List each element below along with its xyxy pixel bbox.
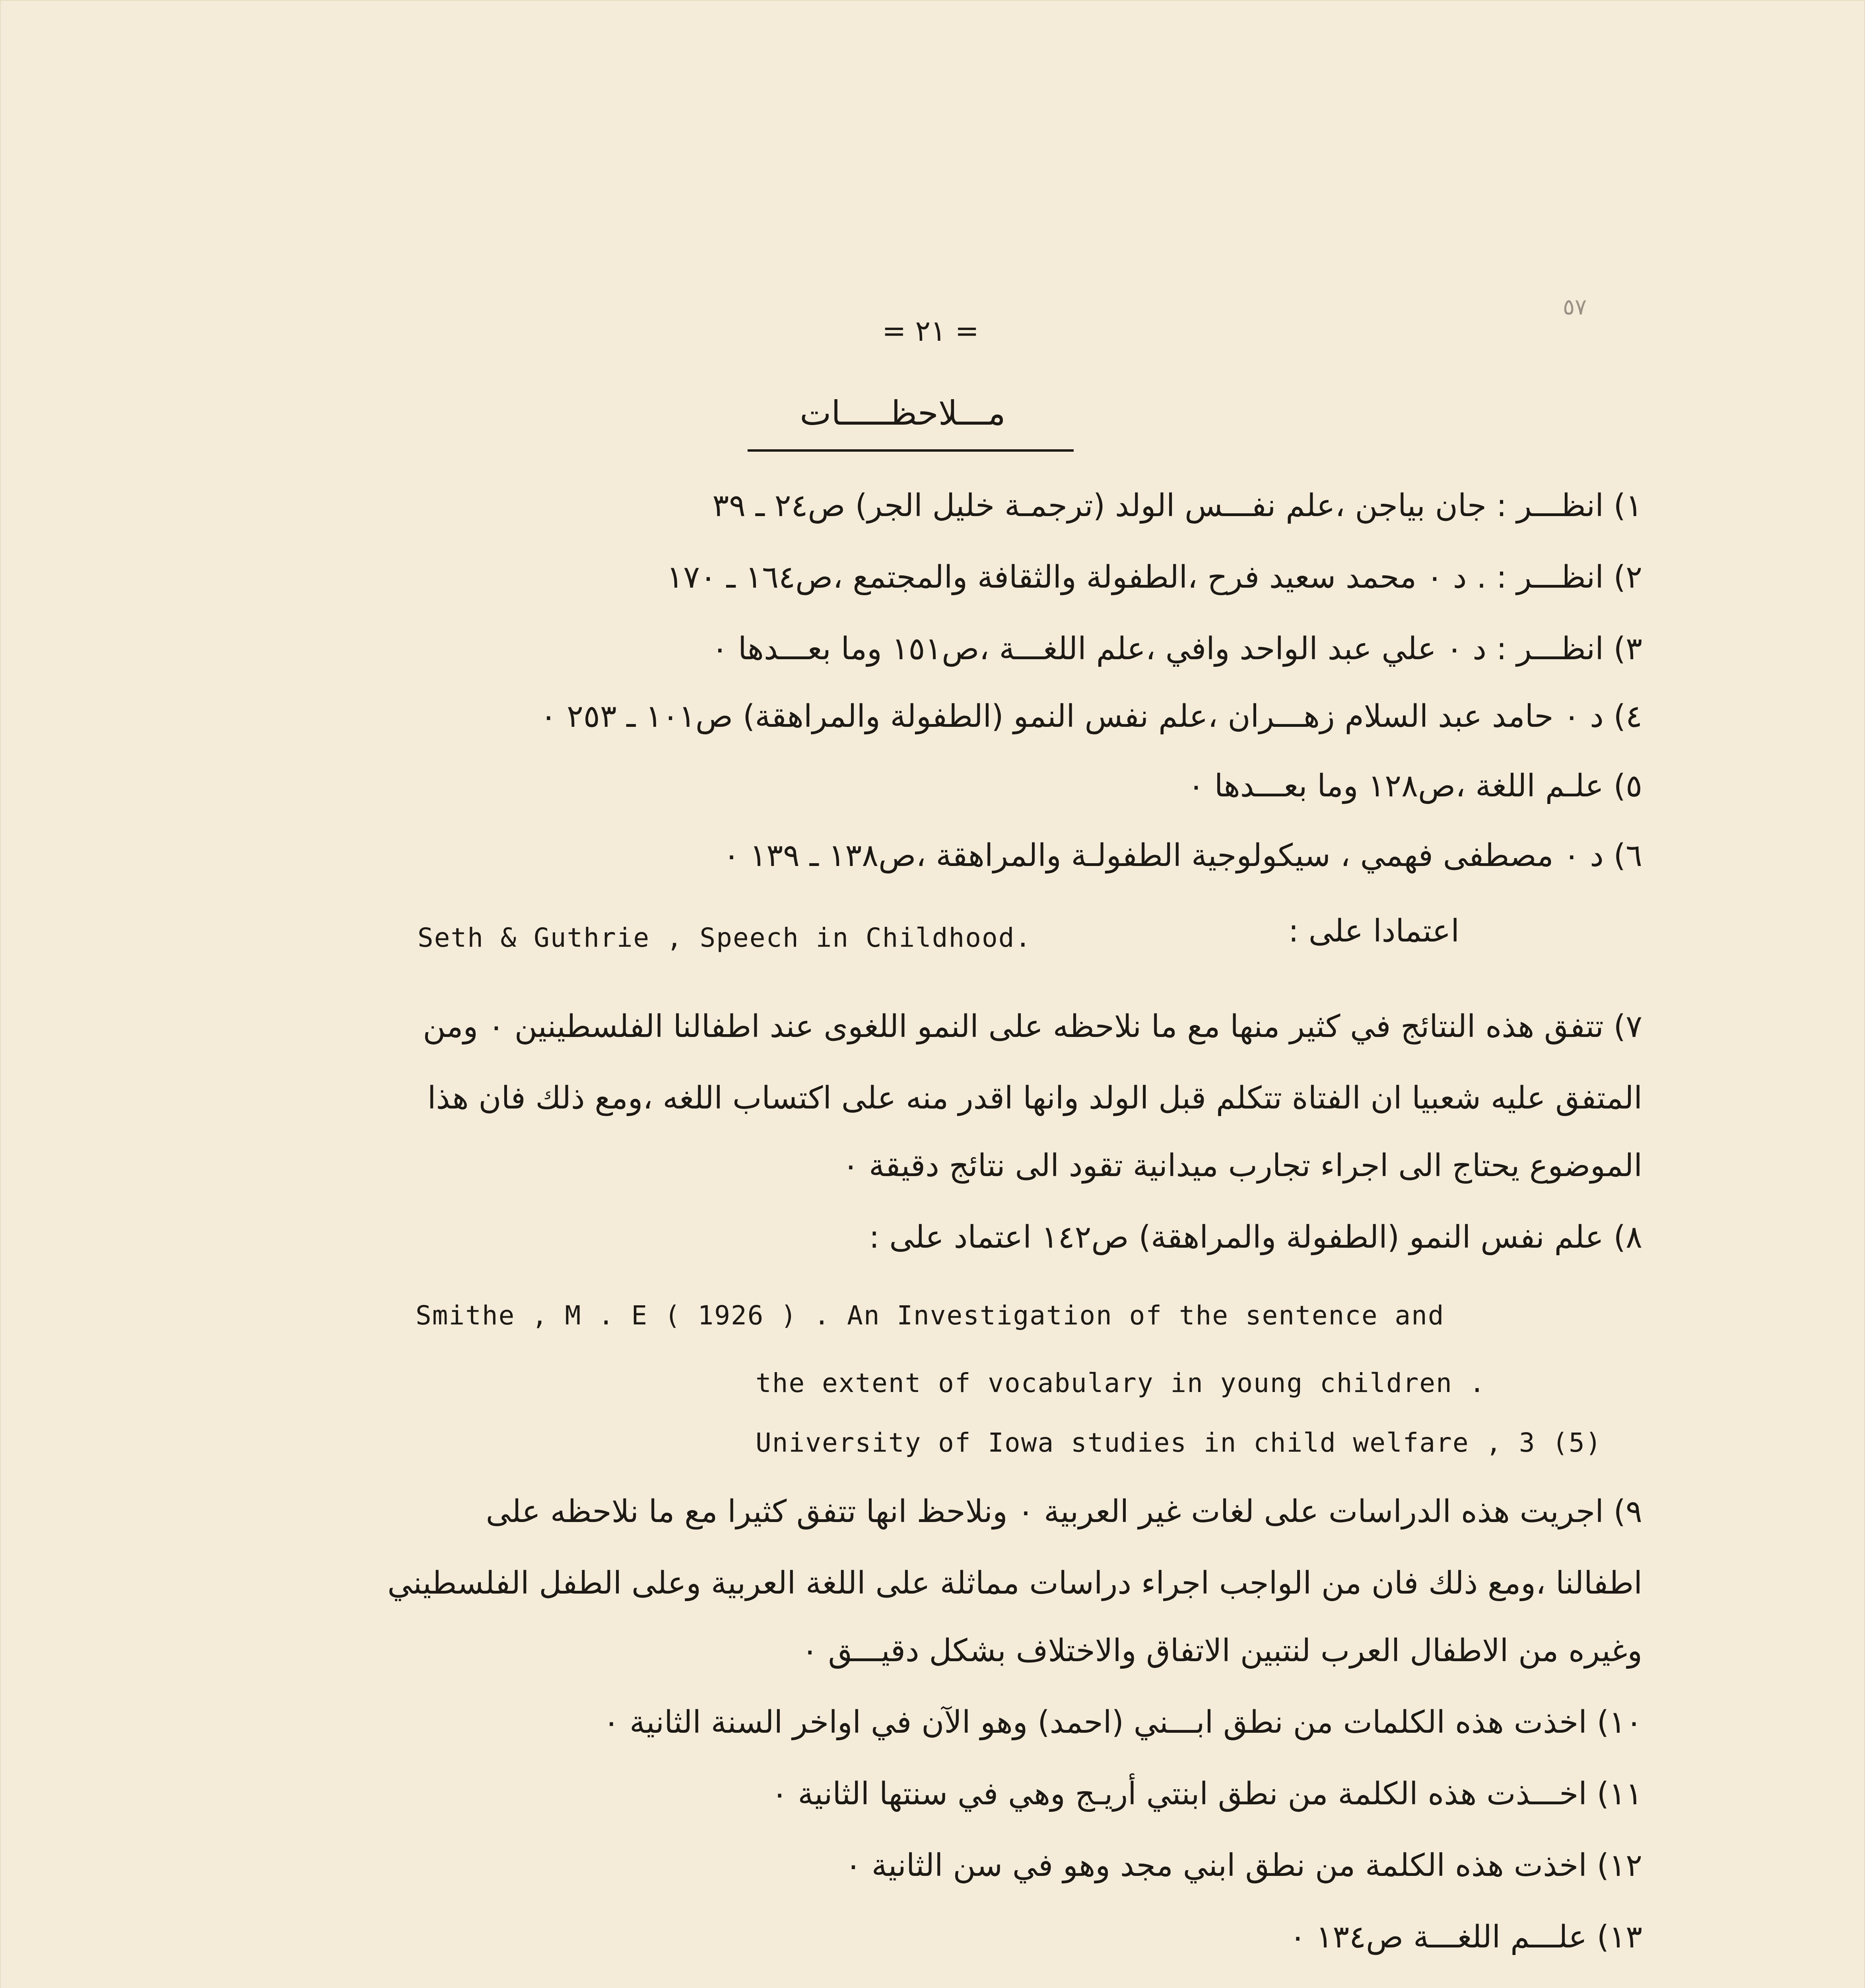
corner-mark: ٥٧ (1563, 294, 1587, 320)
note-6-ref: Seth & Guthrie , Speech in Childhood. (418, 922, 1032, 953)
note-9-line-1: ٩) اجريت هذه الدراسات على لغات غير العربية ٠ ونلاحظ انها تتفق كثيرا مع ما نلاحظه على (486, 1494, 1642, 1530)
note-6: ٦) د ٠ مصطفى فهمي ، سيكولوجية الطفولـة والمراهقة ،ص١٣٨ ـ ١٣٩ ٠ (723, 838, 1642, 874)
note-9-line-2: اطفالنا ،ومع ذلك فان من الواجب اجراء دراسات مماثلة على اللغة العربية وعلى الطفل الفلسطيني (387, 1565, 1642, 1601)
note-8-ref-2: the extent of vocabulary in young children . (756, 1368, 1486, 1398)
page-title: مـــلاحظـــــات (800, 394, 1006, 433)
note-1: ١) انظـــر : جان بياجن ،علم نفـــس الولد (ترجمـة خليل الجر) ص٢٤ ـ ٣٩ (712, 488, 1642, 524)
note-9-line-3: وغيره من الاطفال العرب لنتبين الاتفاق والاختلاف بشكل دقيـــق ٠ (801, 1633, 1642, 1669)
note-2: ٢) انظـــر : . د ٠ محمد سعيد فرح ،الطفولة والثقافة والمجتمع ،ص١٦٤ ـ ١٧٠ (666, 559, 1642, 595)
note-10: ١٠) اخذت هذه الكلمات من نطق ابـــني (احمد) وهو الآن في اواخر السنة الثانية ٠ (603, 1705, 1642, 1740)
note-13: ١٣) علـــم اللغـــة ص١٣٤ ٠ (1289, 1919, 1642, 1955)
note-3: ٣) انظـــر : د ٠ علي عبد الواحد وافي ،علم اللغـــة ،ص١٥١ وما بعـــدها ٠ (711, 631, 1642, 667)
note-4: ٤) د ٠ حامد عبد السلام زهـــران ،علم نفس النمو (الطفولة والمراهقة) ص١٠١ ـ ٢٥٣ ٠ (540, 699, 1642, 734)
note-11: ١١) اخـــذت هذه الكلمة من نطق ابنتي أريـج وهي في سنتها الثانية ٠ (771, 1776, 1642, 1812)
note-8: ٨) علم نفس النمو (الطفولة والمراهقة) ص١٤٢ اعتماد على : (869, 1219, 1642, 1255)
note-5: ٥) علـم اللغة ،ص١٢٨ وما بعـــدها ٠ (1188, 768, 1642, 804)
note-7-line-1: ٧) تتفق هذه النتائج في كثير منها مع ما نلاحظه على النمو اللغوى عند اطفالنا الفلسطينين ٠ ومن (423, 1009, 1642, 1044)
page-number: = ٢١ = (882, 314, 979, 348)
note-6-ref-label: اعتمادا على : (1288, 913, 1459, 949)
note-8-ref-1: Smithe , M . E ( 1926 ) . An Investigation of the sentence and (416, 1300, 1445, 1331)
note-7-line-2: المتفق عليه شعبيا ان الفتاة تتكلم قبل الولد وانها اقدر منه على اكتساب اللغه ،ومع ذلك فان هذا (427, 1080, 1642, 1116)
title-underline (748, 449, 1074, 452)
note-12: ١٢) اخذت هذه الكلمة من نطق ابني مجد وهو في سن الثانية ٠ (845, 1848, 1642, 1883)
note-8-ref-3: University of Iowa studies in child welfare , 3 (5) (756, 1427, 1602, 1458)
note-7-line-3: الموضوع يحتاج الى اجراء تجارب ميدانية تقود الى نتائج دقيقة ٠ (842, 1148, 1642, 1184)
